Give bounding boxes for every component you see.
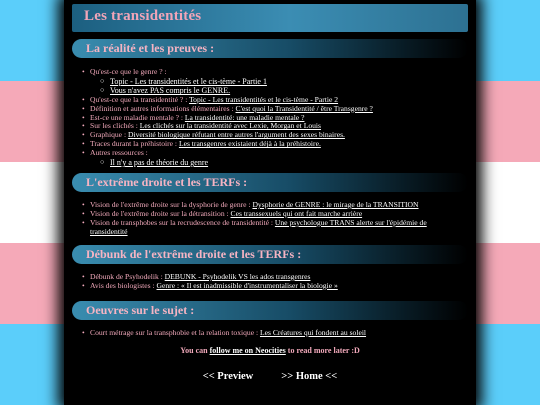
sub-list-item — [90, 158, 462, 167]
page-navigation — [64, 366, 476, 384]
link-creatures[interactable]: Les Créatures qui fondent au soleil — [259, 328, 367, 337]
list-item: • Avis des biologistes : Genre : « Il est inadmissible d'instrumentaliser la biologie » — [82, 282, 462, 291]
list-item: • Autres ressources : ○ Il n'y a pas de théorie du genre — [82, 149, 462, 167]
list-item: • Vision de transphobes sur la recrudescence de transidentité : Une psychologue TRANS alerte sur l'épidémie de transidentité — [82, 219, 462, 237]
section-heading: Débunk de l'extrême droite et les TERFs : — [86, 247, 302, 261]
link-graphique[interactable]: Diversité biologique réfutant entre autres l'argument des sexes binaires. — [127, 130, 345, 140]
section-heading: L'extrême droite et les TERFs : — [86, 175, 248, 189]
link-epidemie[interactable]: Une psychologue TRANS alerte sur l'épidémie de transidentité — [90, 217, 427, 236]
link-prehistoire[interactable]: Les transgenres existaient déjà à la préhistoire. — [178, 139, 321, 149]
follow-neocities-link[interactable]: follow me on Neocities — [209, 346, 286, 355]
neocities-follow-note: You can follow me on Neocities to read more later :D — [180, 346, 360, 355]
section-list-oeuvres — [82, 329, 462, 338]
section-list-extreme-droite — [82, 201, 462, 237]
list-item: • Est-ce une maladie mentale ? : La transidentité: une maladie mentale ? — [82, 114, 462, 123]
link-definition[interactable]: C'est quoi la Transidentité / être Transgenre ? — [235, 103, 373, 113]
preview-link[interactable]: << Preview — [202, 371, 254, 382]
link-dysphorie[interactable]: Dysphorie de GENRE : le mirage de la TRANSITION — [252, 200, 419, 209]
link-topic-partie-1[interactable]: Topic - Les transidentités et le cis-tème - Partie 1 — [110, 76, 267, 86]
section-heading: Oeuvres sur le sujet : — [86, 303, 195, 317]
list-item: • Vision de l'extrême droite sur la dysphorie de genre : Dysphorie de GENRE : le mirage de la TRANSITION — [82, 201, 462, 210]
home-link[interactable]: >> Home << — [281, 371, 338, 382]
sub-list — [90, 158, 462, 167]
section-heading: La réalité et les preuves : — [86, 41, 215, 55]
sub-list — [90, 77, 462, 96]
list-item: • Qu'est-ce que la transidentité ? : Topic - Les transidentités et le cis-tème - Partie 2 — [82, 96, 462, 105]
list-item: • Sur les clichés : Les clichés sur la transidentité avec Lexie, Morgan et Louis — [82, 122, 462, 131]
list-item: • Qu'est-ce que le genre ? : ○ Topic - Les transidentités et le cis-tème - Partie 1 ○ Vous n'avez PAS compris le GENRE. — [82, 68, 462, 96]
section-header-reality — [72, 39, 468, 58]
sub-list-item — [90, 77, 462, 86]
link-genre-video[interactable]: Vous n'avez PAS compris le GENRE. — [110, 86, 231, 96]
section-list-debunk — [82, 273, 462, 291]
section-list-reality — [82, 68, 462, 167]
section-header-oeuvres — [72, 301, 468, 320]
page-title-bar — [72, 4, 468, 32]
link-topic-partie-2[interactable]: Topic - Les transidentités et le cis-tème - Partie 2 — [189, 94, 339, 104]
section-header-debunk — [72, 245, 468, 264]
list-item: • Traces durant la préhistoire : Les transgenres existaient déjà à la préhistoire. — [82, 140, 462, 149]
list-item: • Définition et autres informations élémentaires : C'est quoi la Transidentité / être Transgenre ? — [82, 105, 462, 114]
list-item: • Débunk de Psyhodelik : DEBUNK - Psyhodelik VS les ados transgenres — [82, 273, 462, 282]
link-maladie-mentale[interactable]: La transidentité: une maladie mentale ? — [184, 112, 305, 122]
link-cliches[interactable]: Les clichés sur la transidentité avec Lexie, Morgan et Louis — [139, 121, 321, 131]
list-item: • Vision de l'extrême droite sur la détransition : Ces transsexuels qui ont fait marche arrière — [82, 210, 462, 219]
list-item: • Court métrage sur la transphobie et la relation toxique : Les Créatures qui fondent au soleil — [82, 329, 462, 338]
link-theorie-du-genre[interactable]: Il n'y a pas de théorie du genre — [110, 158, 209, 168]
page-title: Les transidentités — [84, 8, 202, 24]
link-biologistes[interactable]: Genre : « Il est inadmissible d'instrumentaliser la biologie » — [156, 280, 338, 290]
list-item: • Graphique : Diversité biologique réfutant entre autres l'argument des sexes binaires. — [82, 131, 462, 140]
section-header-extreme-droite — [72, 173, 468, 192]
link-debunk-psyhodelik[interactable]: DEBUNK - Psyhodelik VS les ados transgenres — [164, 272, 311, 281]
link-detransition[interactable]: Ces transsexuels qui ont fait marche arrière — [230, 208, 363, 218]
